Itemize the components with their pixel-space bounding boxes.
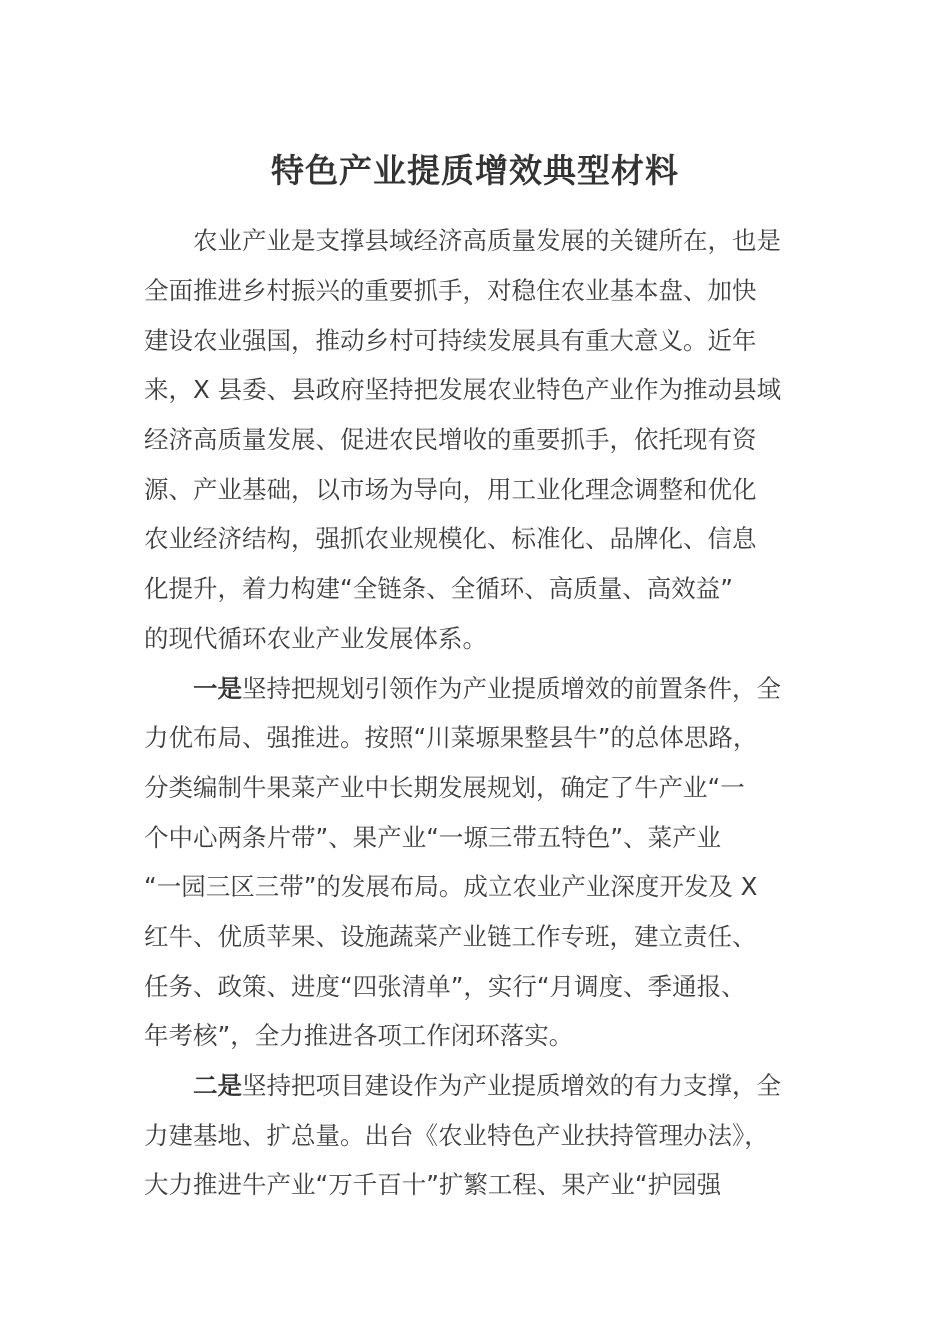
text-line: 的现代循环农业产业发展体系。 [144,624,487,653]
text-line: 化提升，着力构建“全链条、全循环、高质量、高效益” [144,574,733,603]
text-line: “一园三区三带”的发展布局。成立农业产业深度开发及 X [144,872,758,901]
paragraph-1-first-line [144,669,781,709]
paragraph-2-lead: 二是 [193,1071,242,1100]
text-line: 大力推进牛产业“万千百十”扩繁工程、果产业“护园强 [144,1170,722,1199]
text-line: 个中心两条片带”、果产业“一塬三带五特色”、菜产业 [144,823,722,852]
text-line: 分类编制牛果菜产业中长期发展规划，确定了牛产业“一 [144,773,745,802]
text-line: 来，X 县委、县政府坚持把发展农业特色产业作为推动县域 [144,375,782,404]
text-line: 建设农业强国，推动乡村可持续发展具有重大意义。近年 [144,326,757,355]
text-line: 全面推进乡村振兴的重要抓手，对稳住农业基本盘、加快 [144,276,757,305]
document-title: 特色产业提质增效典型材料 [271,151,679,190]
text-line: 力优布局、强推进。按照“川菜塬果整县牛”的总体思路， [144,723,758,752]
paragraph-1-lead: 一是 [193,674,242,703]
paragraph-1-first-line-text: 坚持把规划引领作为产业提质增效的前置条件，全 [242,674,781,703]
paragraph-2-first-line-text: 坚持把项目建设作为产业提质增效的有力支撑，全 [242,1071,781,1100]
paragraph-2-first-line [144,1066,781,1106]
text-line: 年考核”，全力推进各项工作闭环落实。 [144,1021,574,1050]
text-line: 任务、政策、进度“四张清单”，实行“月调度、季通报、 [144,972,746,1001]
text-line: 经济高质量发展、促进农民增收的重要抓手，依托现有资 [144,425,757,454]
text-line: 源、产业基础，以市场为导向，用工业化理念调整和优化 [144,475,757,504]
text-line: 农业产业是支撑县域经济高质量发展的关键所在，也是 [144,226,781,255]
text-line: 红牛、优质苹果、设施蔬菜产业链工作专班，建立责任、 [144,922,757,951]
text-line: 力建基地、扩总量。出台《农业特色产业扶持管理办法》， [144,1121,769,1150]
text-line: 农业经济结构，强抓农业规模化、标准化、品牌化、信息 [144,524,757,553]
